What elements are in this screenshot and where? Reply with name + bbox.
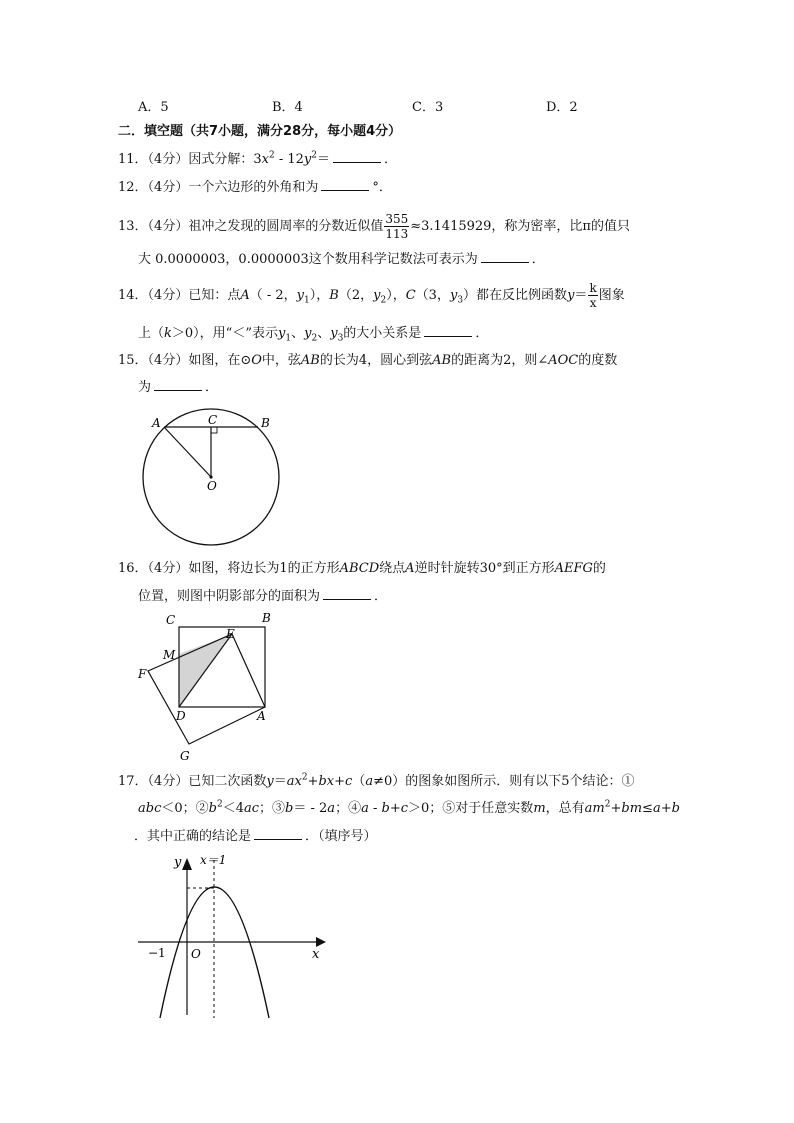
segment-oa [164,427,211,477]
answer-blank [323,587,371,600]
fraction: $\frac{355}{113}$ [385,212,409,241]
label-o: O [207,479,217,493]
answer-blank [481,250,529,263]
label-neg-1: −1 [148,946,166,960]
label-g: G [180,749,190,763]
option-a: A．5 [138,100,169,115]
question-17: 17．（4分）已知二次函数$y=ax^2+bx+c(a\ne 0)$的图象如图所示．则有以下5个结论：① [118,772,635,789]
answer-blank [154,378,202,391]
fraction: $\frac{k}{x}$ [589,281,597,310]
x-axis-arrow [316,937,326,947]
question-14: 14．（4分）已知：点A（ - 2，$y_1$），B（2，$y_2$），C（3，$y_3$）都在反比例函数y＝ $\frac{k}{x}$ 图象 [118,281,625,310]
question-13-line2: 大 0.0000003，0.0000003这个数用科学记数法可表示为 ． [138,252,545,267]
figure-circle [138,410,278,550]
label-o: O [191,947,201,961]
label-x: x [312,947,320,962]
question-13: 13．（4分）祖冲之发现的圆周率的分数近似值 $\frac{355}{113}$ ≈3.1415929，称为密率，比π的值只 [118,212,630,241]
question-16-line2: 位置，则图中阴影部分的面积为 ． [138,589,388,604]
option-b: B．4 [272,100,303,115]
question-12: 12．（4分）一个六边形的外角和为 °． [118,180,392,195]
figure-parabola [138,850,338,1020]
label-m: M [163,648,176,662]
right-angle-mark [211,427,217,433]
question-17-line3: ．其中正确的结论是 ．（填序号） [134,829,377,844]
section-title: 二．填空题（共7小题，满分28分，每小题4分） [118,124,402,139]
label-b: B [261,416,270,430]
answer-blank [333,150,381,163]
figure-squares [136,610,286,765]
answer-blank [254,827,302,840]
question-16: 16．（4分）如图，将边长为1的正方形ABCD绕点A逆时针旋转30°到正方形AEFG的 [118,561,606,576]
question-11: 11．（4分）因式分解：$3x^2 - 12y^2=$ ． [118,150,398,167]
option-d: D．2 [546,100,578,115]
question-14-line2: 上（k＞0），用“＜”表示$y_1$、$y_2$、$y_3$的大小关系是 ． [138,326,489,344]
label-d: D [176,709,186,723]
label-b: B [262,611,271,625]
option-c: C．3 [412,100,444,115]
label-a: A [257,709,266,723]
label-c: C [208,413,218,427]
question-15: 15．（4分）如图，在⊙O中，弦AB的长为4，圆心到弦AB的距离为2，则∠AOC的度数 [118,353,618,368]
answer-blank [424,324,472,337]
label-y: y [174,855,182,870]
label-f: F [138,667,147,681]
y-axis-arrow [182,858,192,870]
label-x-eq-1: x＝1 [200,853,227,867]
label-a: A [152,416,161,430]
label-e: E [226,627,235,641]
answer-blank [321,178,369,191]
question-17-line2: abc＜0；$②b^2<4ac$；③b＝ - 2a；④a - b+c＞0；⑤对于任意实数m，总有$am^2+bm\le a+b$ [138,799,680,816]
question-15-line2: 为 ． [138,380,219,395]
label-c: C [166,613,176,627]
